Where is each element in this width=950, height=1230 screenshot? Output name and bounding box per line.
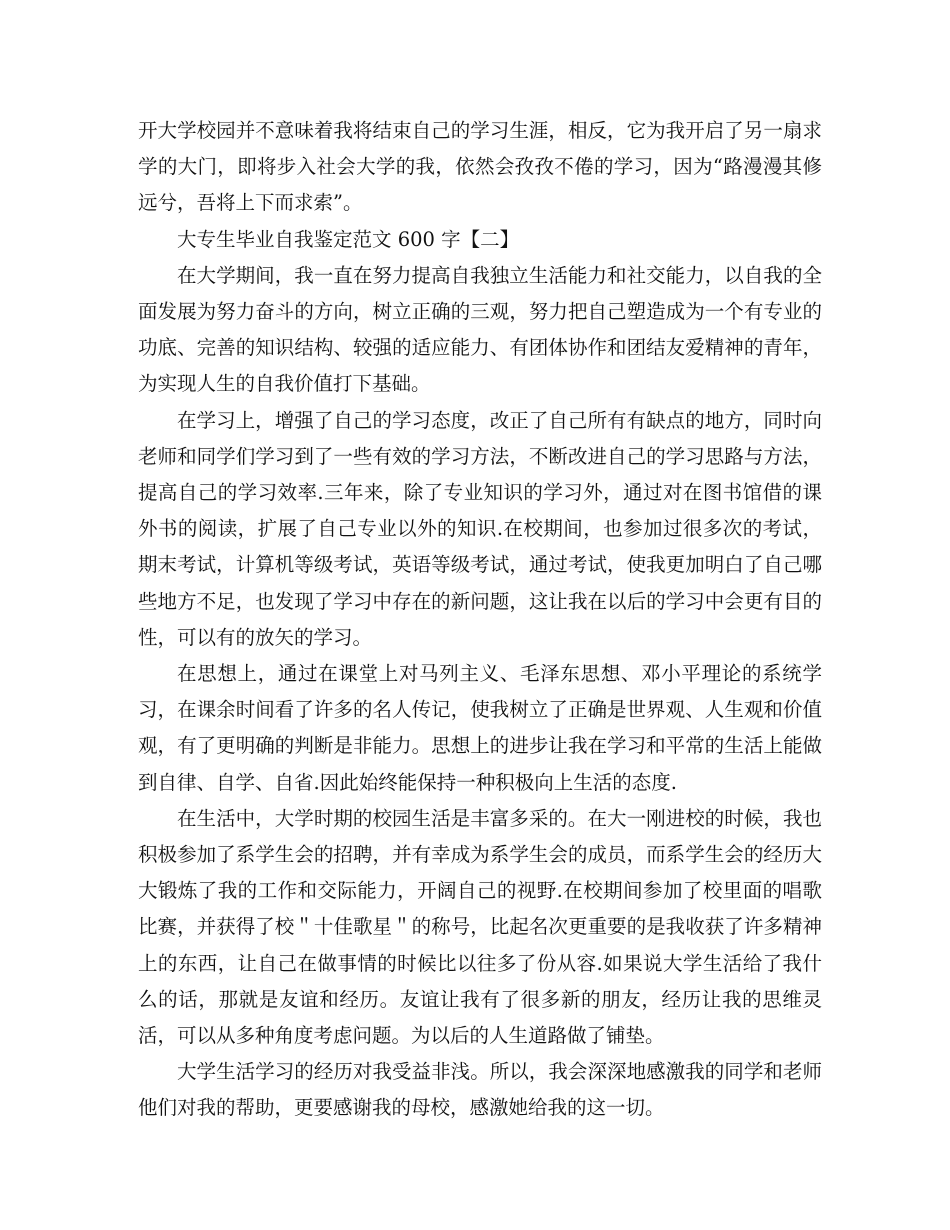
paragraph-conclusion: 大学生活学习的经历对我受益非浅。所以，我会深深地感激我的同学和老师他们对我的帮助，更要感谢我的母校，感激她给我的这一切。 [138,1060,822,1120]
section-heading: 大专生毕业自我鉴定范文 600 字【二】 [177,227,520,251]
paragraph-intro: 在大学期间，我一直在努力提高自我独立生活能力和社交能力，以自我的全面发展为努力奋斗的方向，树立正确的三观，努力把自己塑造成为一个有专业的功底、完善的知识结构、较强的适应能力、有团体协作和团结友爱精神的青年，为实现人生的自我价值打下基础。 [138,263,822,396]
document-body [138,113,822,1127]
paragraph-study: 在学习上，增强了自己的学习态度，改正了自己所有有缺点的地方，同时向老师和同学们学习到了一些有效的学习方法，不断改进自己的学习思路与方法，提高自己的学习效率.三年来，除了专业知识的学习外，通过对在图书馆借的课外书的阅读，扩展了自己专业以外的知识.在校期间，也参加过很多次的考试，期末考试，计算机等级考试，英语等级考试，通过考试，使我更加明白了自己哪些地方不足，也发现了学习中存在的新问题，这让我在以后的学习中会更有目的性，可以有的放矢的学习。 [138,408,822,649]
paragraph-continuation: 开大学校园并不意味着我将结束自己的学习生涯，相反，它为我开启了另一扇求学的大门，即将步入社会大学的我，依然会孜孜不倦的学习，因为“路漫漫其修远兮，吾将上下而求索”。 [138,119,822,215]
paragraph-life: 在生活中，大学时期的校园生活是丰富多采的。在大一刚进校的时候，我也积极参加了系学生会的招聘，并有幸成为系学生会的成员，而系学生会的经历大大锻炼了我的工作和交际能力，开阔自己的视野.在校期间参加了校里面的唱歌比赛，并获得了校＂十佳歌星＂的称号，比起名次更重要的是我收获了许多精神上的东西，让自己在做事情的时候比以往多了份从容.如果说大学生活给了我什么的话，那就是友谊和经历。友谊让我有了很多新的朋友，经历让我的思维灵活，可以从多种角度考虑问题。为以后的人生道路做了铺垫。 [138,806,822,1048]
paragraph-thought: 在思想上，通过在课堂上对马列主义、毛泽东思想、邓小平理论的系统学习，在课余时间看了许多的名人传记，使我树立了正确是世界观、人生观和价值观，有了更明确的判断是非能力。思想上的进步让我在学习和平常的生活上能做到自律、自学、自省.因此始终能保持一种积极向上生活的态度. [138,662,822,794]
